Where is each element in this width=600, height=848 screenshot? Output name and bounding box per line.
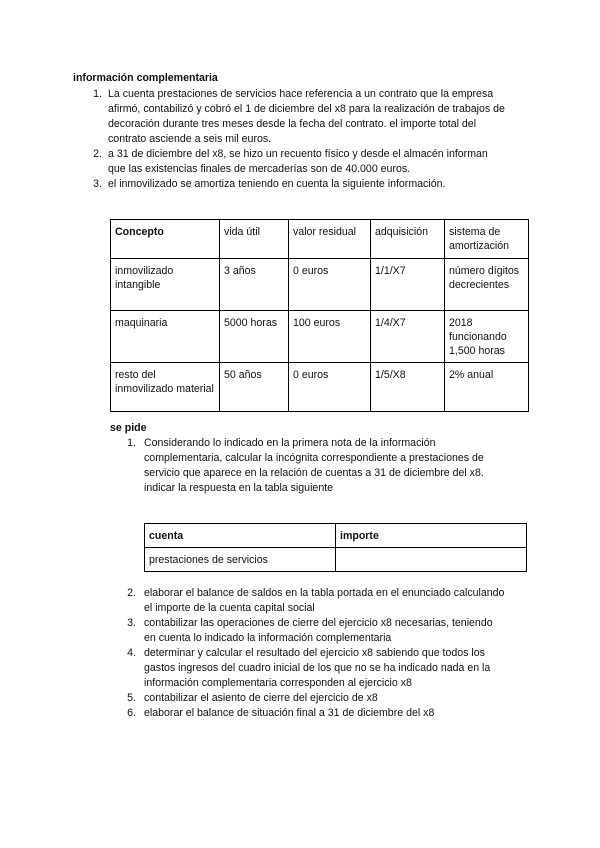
- list-number: 3.: [93, 178, 102, 190]
- list-number: 4.: [127, 647, 136, 659]
- assets-table: [110, 219, 529, 412]
- text-line: determinar y calcular el resultado del ejercicio x8 sabiendo que todos los: [144, 647, 485, 659]
- table-cell: 100 euros: [289, 311, 371, 363]
- table-cell: 0 euros: [289, 363, 371, 412]
- table-cell: maquinaria: [111, 311, 220, 363]
- header-cuenta: cuenta: [145, 524, 336, 548]
- list-number: 2.: [93, 148, 102, 160]
- table-row: [111, 311, 529, 363]
- table-row: [111, 363, 529, 412]
- text-line: indicar la respuesta en la tabla siguiente: [144, 482, 334, 494]
- text-line: complementaria, calcular la incógnita correspondiente a prestaciones de: [144, 452, 484, 464]
- list-number: 6.: [127, 707, 136, 719]
- table-header-row: [145, 524, 527, 548]
- table-row: [111, 259, 529, 311]
- answer-table: [144, 523, 527, 572]
- text-line: Considerando lo indicado en la primera nota de la información: [144, 437, 436, 449]
- text-line: La cuenta prestaciones de servicios hace referencia a un contrato que la empresa: [108, 88, 494, 100]
- text-line: contrato asciende a seis mil euros.: [108, 133, 272, 145]
- list-number: 5.: [127, 692, 136, 704]
- text-line: el inmovilizado se amortiza teniendo en cuenta la siguiente información.: [108, 178, 446, 190]
- table-cell: 5000 horas: [220, 311, 289, 363]
- list-number: 1.: [93, 88, 102, 100]
- table-cell: inmovilizado intangible: [111, 259, 220, 311]
- text-line: decoración durante tres meses desde la fecha del contrato. el importe total del: [108, 118, 477, 130]
- text-line: elaborar el balance de situación final a 31 de diciembre del x8: [144, 707, 435, 719]
- header-importe: importe: [336, 524, 527, 548]
- header-valor-residual: valor residual: [289, 220, 371, 259]
- header-concepto: Concepto: [111, 220, 220, 259]
- text-line: contabilizar las operaciones de cierre del ejercicio x8 necesarias, teniendo: [144, 617, 493, 629]
- table-cell: 50 años: [220, 363, 289, 412]
- section-heading: información complementaria: [73, 72, 218, 84]
- list-number: 2.: [127, 587, 136, 599]
- table-cell: 2018 funcionando 1,500 horas: [445, 311, 529, 363]
- text-line: el importe de la cuenta capital social: [144, 602, 315, 614]
- table-cell: 3 años: [220, 259, 289, 311]
- list-number: 1.: [127, 437, 136, 449]
- header-sistema-amortizacion: sistema de amortización: [445, 220, 529, 259]
- text-line: a 31 de diciembre del x8, se hizo un recuento físico y desde el almacén informan: [108, 148, 488, 160]
- text-line: elaborar el balance de saldos en la tabla portada en el enunciado calculando: [144, 587, 505, 599]
- text-line: información complementaria corresponden al ejercicio x8: [144, 677, 412, 689]
- se-pide-heading: se pide: [110, 422, 147, 434]
- list-number: 3.: [127, 617, 136, 629]
- text-line: servicio que aparece en la relación de cuentas a 31 de diciembre del x8.: [144, 467, 484, 479]
- text-line: en cuenta lo indicado la información complementaria: [144, 632, 392, 644]
- text-line: que las existencias finales de mercaderías son de 40.000 euros.: [108, 163, 411, 175]
- table-header-row: [111, 220, 529, 259]
- text-line: contabilizar el asiento de cierre del ejercicio de x8: [144, 692, 378, 704]
- text-line: afirmó, contabilizó y cobró el 1 de diciembre del x8 para la realización de trabajos de: [108, 103, 505, 115]
- header-adquisicion: adquisición: [371, 220, 445, 259]
- table-cell: prestaciones de servicios: [145, 548, 336, 572]
- table-cell: número dígitos decrecientes: [445, 259, 529, 311]
- text-line: gastos ingresos del cuadro inicial de los que no se ha indicado nada en la: [144, 662, 491, 674]
- importe-answer-cell[interactable]: [336, 548, 527, 572]
- table-cell: 1/5/X8: [371, 363, 445, 412]
- table-cell: resto del inmovilizado material: [111, 363, 220, 412]
- header-vida-util: vida útil: [220, 220, 289, 259]
- table-cell: 1/1/X7: [371, 259, 445, 311]
- table-cell: 2% anual: [445, 363, 529, 412]
- table-cell: 0 euros: [289, 259, 371, 311]
- table-cell: 1/4/X7: [371, 311, 445, 363]
- table-row: [145, 548, 527, 572]
